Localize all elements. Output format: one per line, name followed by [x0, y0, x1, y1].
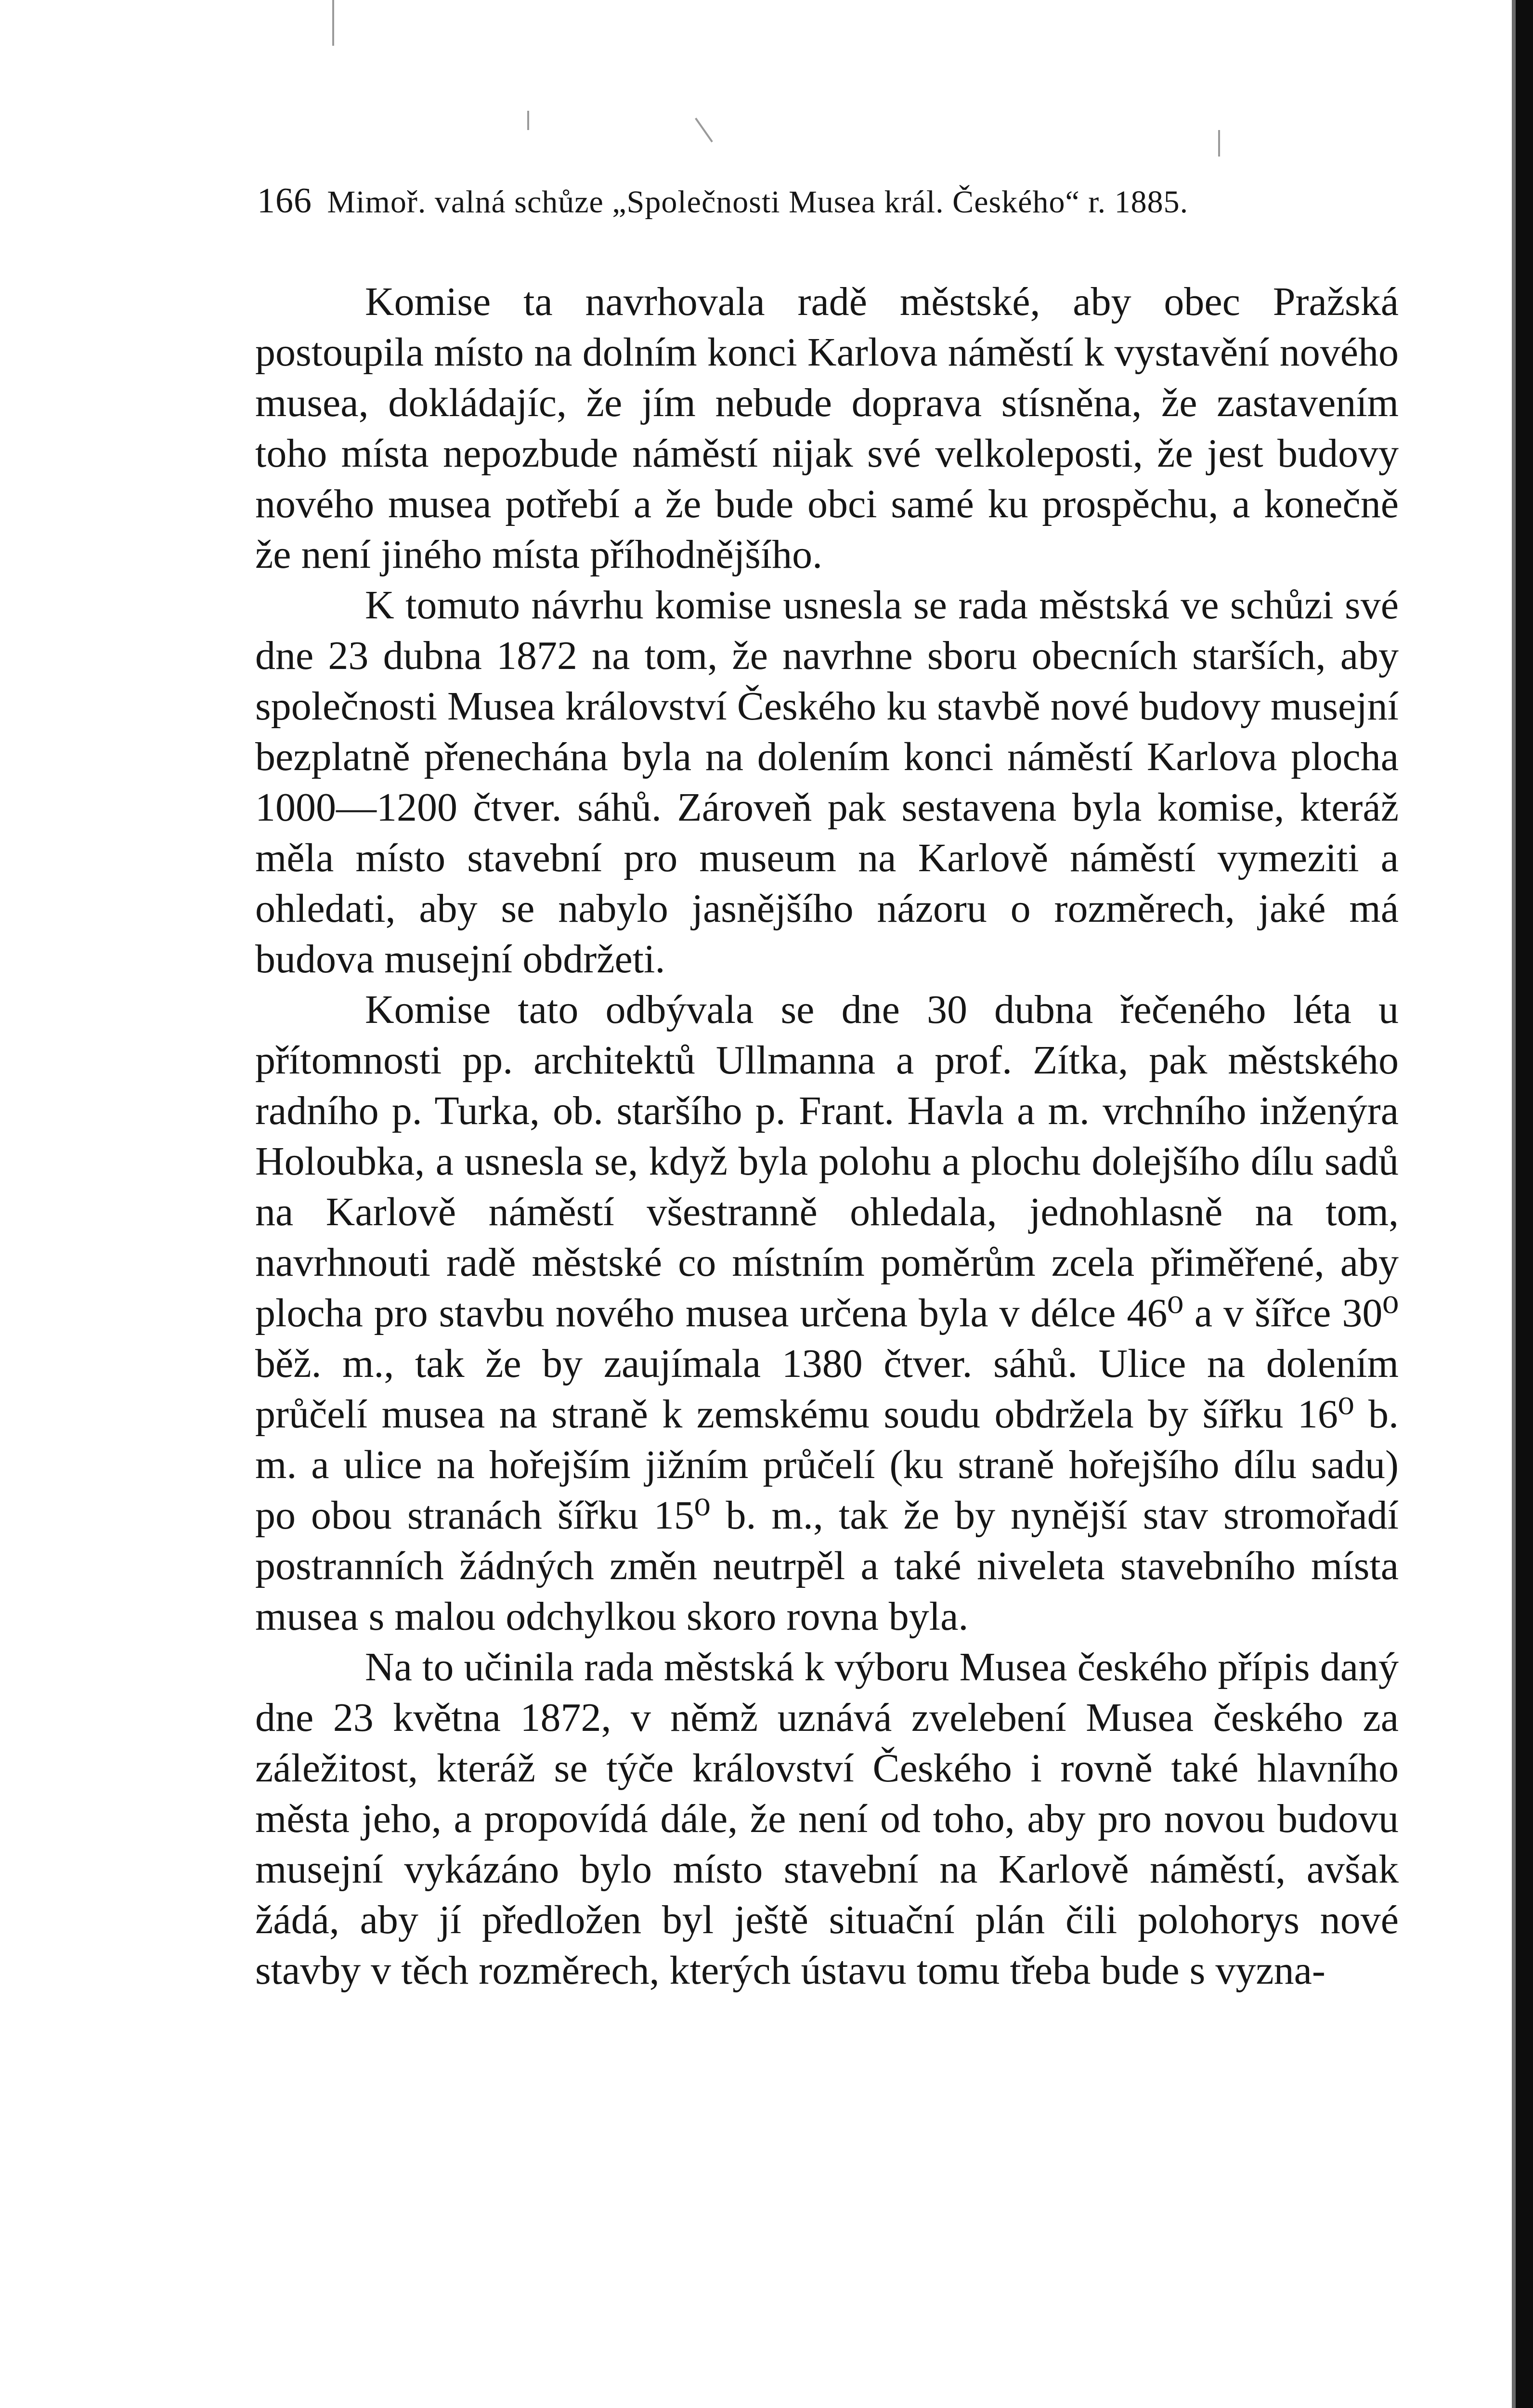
- paragraph: K tomuto návrhu komise usnesla se rada městská ve schůzi své dne 23 dubna 1872 na tom, že navrhne sboru obecních starších, aby společnosti Musea království Českého ku stavbě nové budovy musejní bezplatně přenechána byla na dolením konci náměstí Karlova plocha 1000—1200 čtver. sáhů. Zároveň pak sestavena byla komise, kteráž měla místo stavební pro museum na Karlově náměstí vymeziti a ohledati, aby se nabylo jasnějšího názoru o rozměrech, jaké má budova musejní obdržeti.: [255, 583, 1399, 982]
- scan-edge-shadow: [1512, 0, 1516, 2408]
- scan-artifact: [332, 0, 334, 46]
- body-text: [255, 276, 1399, 1996]
- running-title: Mimoř. valná schůze „Společnosti Musea král. Českého“ r. 1885.: [327, 184, 1189, 220]
- paragraph: Na to učinila rada městská k výboru Musea českého přípis daný dne 23 května 1872, v němž uznává zvelebení Musea českého za záležitost, kteráž se týče království Českého i rovně také hlavního města jeho, a propovídá dále, že není od toho, aby pro novou budovu musejní vykázáno bylo místo stavební na Karlově náměstí, avšak žádá, aby jí předložen byl ještě situační plán čili polohorys nové stavby v těch rozměrech, kterých ústavu tomu třeba bude s vyzna-: [255, 1645, 1399, 1993]
- scan-artifact: [695, 118, 713, 142]
- running-header: [257, 179, 1403, 224]
- paragraph: Komise tato odbývala se dne 30 dubna řečeného léta u přítomnosti pp. architektů Ullmanna a prof. Zítka, pak městského radního p. Turka, ob. staršího p. Frant. Havla a m. vrchního inženýra Holoubka, a usnesla se, když byla polohu a plochu dolejšího dílu sadů na Karlově náměstí všestranně ohledala, jednohlasně na tom, navrhnouti radě městské co místním poměrům zcela přiměřené, aby plocha pro stavbu nového musea určena byla v délce 46⁰ a v šířce 30⁰ běž. m., tak že by zaujímala 1380 čtver. sáhů. Ulice na dolením průčelí musea na straně k zemskému soudu obdržela by šířku 16⁰ b. m. a ulice na hořejším jižním průčelí (ku straně hořejšího dílu sadu) po obou stranách šířku 15⁰ b. m., tak že by nynější stav stromořadí postranních žádných změn neutrpěl a také niveleta stavebního místa musea s malou odchylkou skoro rovna byla.: [255, 987, 1399, 1639]
- page-number: 166: [257, 181, 312, 221]
- scan-artifact: [527, 111, 529, 130]
- scan-artifact: [1218, 130, 1220, 157]
- paragraph: Komise ta navrhovala radě městské, aby obec Pražská postoupila místo na dolním konci Karlova náměstí k vystavění nového musea, dokládajíc, že jím nebude doprava stísněna, že zastavením toho místa nepozbude náměstí nijak své velkoleposti, že jest budovy nového musea potřebí a že bude obci samé ku prospěchu, a konečně že není jiného místa příhodnějšího.: [255, 279, 1399, 577]
- scan-edge-border: [1516, 0, 1533, 2408]
